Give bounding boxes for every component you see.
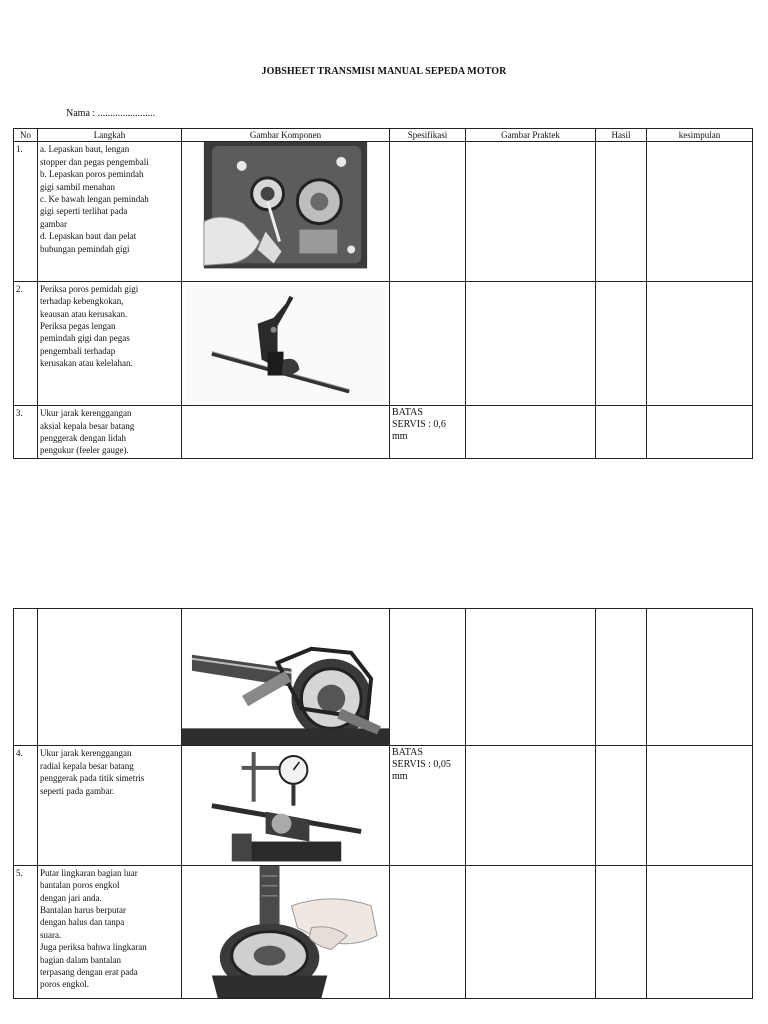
conclusion-cell[interactable] [647,281,753,405]
step-number: 2. [14,281,38,405]
practice-image-cell[interactable] [466,406,596,459]
conclusion-cell[interactable] [647,406,753,459]
step-instruction: Ukur jarak kerenggangan radial kepala besar batang penggerak pada titik simetris seperti pada gambar. [38,746,182,865]
jobsheet-table-bottom [13,608,753,999]
jobsheet-table-top [13,128,753,459]
conclusion-cell[interactable] [647,609,753,746]
practice-image-cell[interactable] [466,609,596,746]
component-image-cell [182,142,390,281]
header-gambar-praktek: Gambar Praktek [466,129,596,142]
dial-indicator-crankshaft-photo [182,746,389,864]
table-row [14,609,753,746]
result-cell[interactable] [596,609,647,746]
page-title: JOBSHEET TRANSMISI MANUAL SEPEDA MOTOR [261,66,507,77]
result-cell[interactable] [596,281,647,405]
step-instruction: Periksa poros pemidah gigi terhadap kebengkokan, keausan atau kerusakan. Periksa pegas lengan pemindah gigi dan pegas pengembali terhadap kerusakan atau kelelahan. [38,281,182,405]
header-langkah: Langkah [38,129,182,142]
table-row [14,865,753,998]
conclusion-cell[interactable] [647,142,753,281]
conclusion-cell[interactable] [647,746,753,865]
table-row [14,142,753,281]
practice-image-cell[interactable] [466,281,596,405]
step-number: 5. [14,865,38,998]
header-no: No [14,129,38,142]
header-gambar-komponen: Gambar Komponen [182,129,390,142]
gearshift-spindle-photo [182,282,389,405]
spec-cell: BATAS SERVIS : 0,6 mm [390,406,466,459]
component-image-cell [182,609,390,746]
practice-image-cell[interactable] [466,746,596,865]
component-image-cell [182,746,390,865]
feeler-gauge-crankshaft-photo [182,609,389,745]
step-number: 3. [14,406,38,459]
practice-image-cell[interactable] [466,865,596,998]
spec-cell [390,865,466,998]
step-number [14,609,38,746]
practice-image-cell[interactable] [466,142,596,281]
step-instruction: Ukur jarak kerenggangan aksial kepala besar batang penggerak dengan lidah pengukur (feeler gauge). [38,406,182,459]
step-number: 1. [14,142,38,281]
spec-cell [390,142,466,281]
table-row [14,406,753,459]
result-cell[interactable] [596,142,647,281]
table-row [14,281,753,405]
crankcase-gearshift-photo [182,142,389,280]
table-row [14,746,753,865]
spec-cell: BATAS SERVIS : 0,05 mm [390,746,466,865]
table-header-row [14,129,753,142]
step-instruction: Putar lingkaran bagian luar bantalan poros engkol dengan jari anda. Bantalan harus berputar dengan halus dan tanpa suara. Juga periksa bahwa lingkaran bagian dalam bantalan terpasang dengan erat pada poros engkol. [38,865,182,998]
spec-cell [390,609,466,746]
result-cell[interactable] [596,746,647,865]
spec-cell [390,281,466,405]
component-image-cell [182,406,390,459]
step-number: 4. [14,746,38,865]
header-spesifikasi: Spesifikasi [390,129,466,142]
result-cell[interactable] [596,865,647,998]
component-image-cell [182,281,390,405]
header-hasil: Hasil [596,129,647,142]
result-cell[interactable] [596,406,647,459]
header-kesimpulan: kesimpulan [647,129,753,142]
step-instruction [38,609,182,746]
name-field-label: Nama : ....................... [66,108,156,119]
component-image-cell [182,865,390,998]
crankshaft-bearing-hand-photo [182,866,389,998]
conclusion-cell[interactable] [647,865,753,998]
step-instruction: a. Lepaskan baut, lengan stopper dan pegas pengembali b. Lepaskan poros pemindah gigi sambil menahan c. Ke bawah lengan pemindah gigi seperti terlihat pada gambar d. Lepaskan baut dan pelat bubungan pemindah gigi [38,142,182,281]
